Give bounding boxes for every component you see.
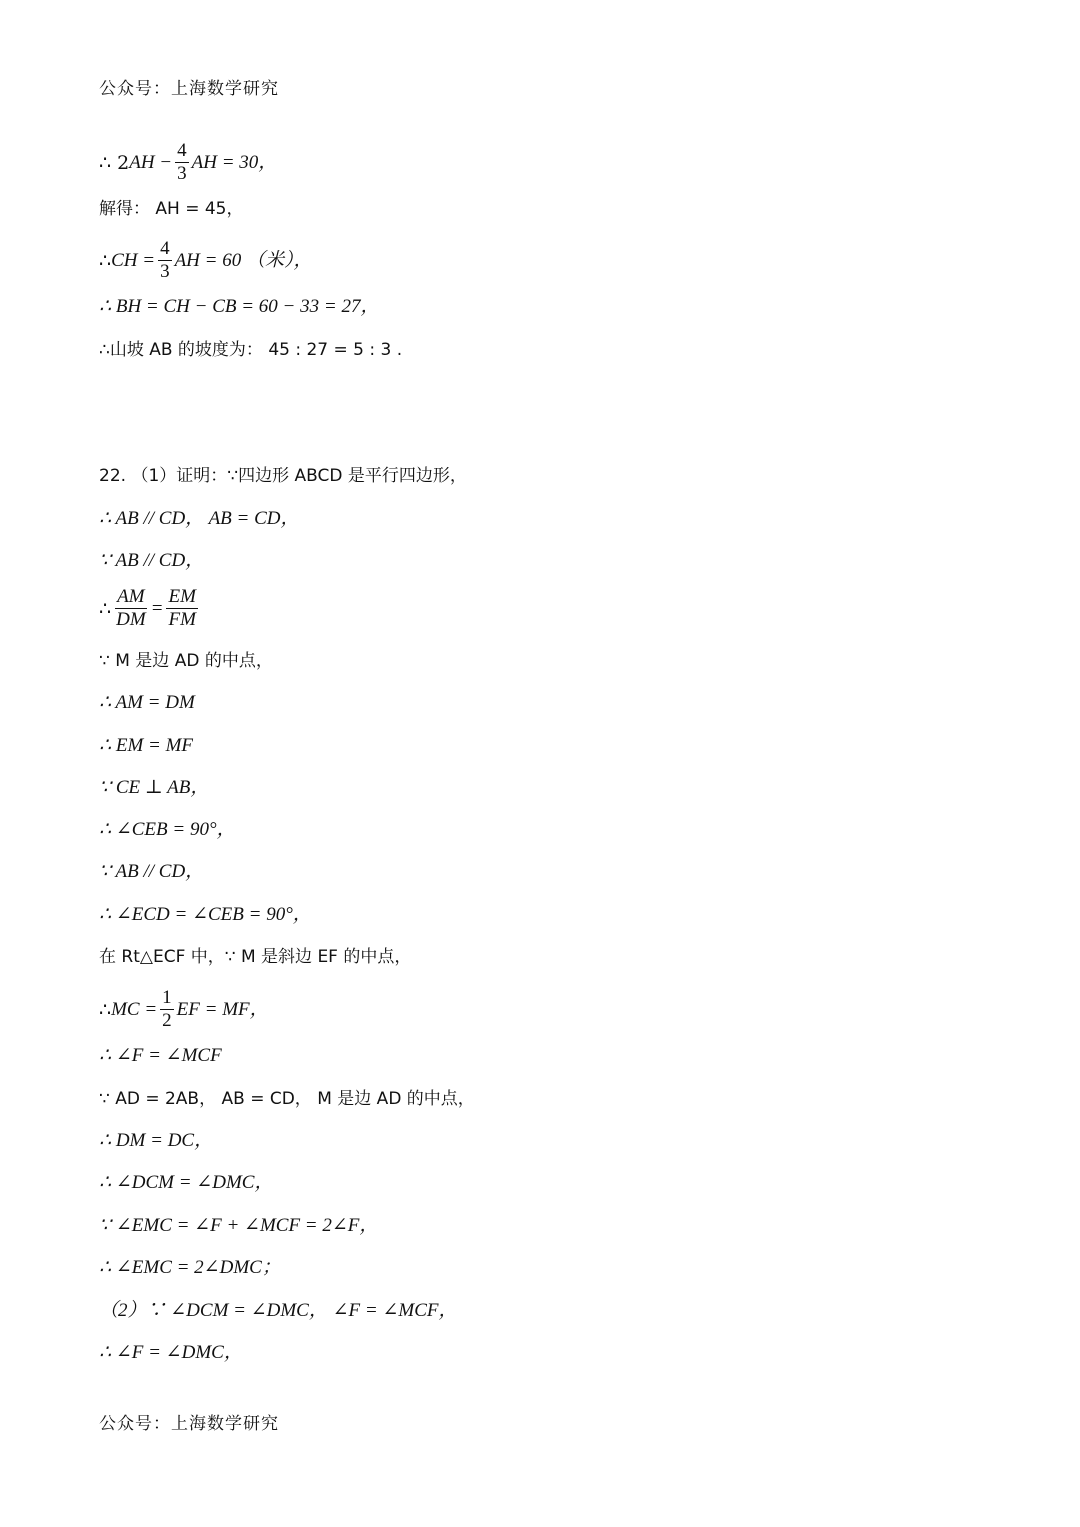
math-expr: AH − <box>129 151 173 173</box>
line-prefix: ∴ 2 <box>99 151 130 174</box>
solution-line: ∴ BH = CH − CB = 60 − 33 = 27， <box>99 296 380 317</box>
solution-line: ∴ ∠EMC = 2∠DMC； <box>99 1257 281 1278</box>
fraction <box>114 586 148 631</box>
solution-line <box>99 987 269 1032</box>
math-expr: MC = <box>111 998 158 1020</box>
fraction-numerator: AM <box>117 586 145 607</box>
fraction-denominator: DM <box>116 609 146 630</box>
math-expr: AH = 60 （米）， <box>174 249 313 271</box>
fraction <box>160 987 174 1032</box>
fraction-denominator: FM <box>168 609 196 630</box>
solution-line: ∴ ∠ECD = ∠CEB = 90°， <box>99 904 312 925</box>
solution-line: ∵ CE ⊥ AB， <box>99 777 210 798</box>
solution-line: ∴ ∠F = ∠DMC， <box>99 1342 243 1363</box>
fraction-denominator: 3 <box>177 163 187 184</box>
solution-line: 在 Rt△ECF 中，∵ M 是斜边 EF 的中点， <box>99 947 412 967</box>
line-prefix: ∴ <box>99 249 112 272</box>
solution-line: ∵ ∠EMC = ∠F + ∠MCF = 2∠F， <box>99 1215 379 1236</box>
solution-line <box>99 238 312 283</box>
solution-line: ∴ DM = DC， <box>99 1130 214 1151</box>
page-footer: 公众号：上海数学研究 <box>99 1414 279 1434</box>
problem-heading: 22. （1）证明：∵四边形 ABCD 是平行四边形， <box>99 466 467 486</box>
solution-line: （2）∵ ∠DCM = ∠DMC， ∠F = ∠MCF， <box>99 1300 458 1321</box>
math-expr: EF = MF， <box>176 998 269 1020</box>
fraction-numerator: 4 <box>160 238 170 259</box>
equals-sign: = <box>150 597 164 619</box>
fraction-numerator: 1 <box>162 987 172 1008</box>
solution-line: ∴ AB // CD， AB = CD， <box>99 508 300 529</box>
solution-line: ∵ AB // CD， <box>99 861 205 882</box>
fraction-numerator: EM <box>168 586 196 607</box>
math-expr: CH = <box>111 249 156 271</box>
math-expr: AH = 30， <box>191 151 278 173</box>
solution-line: ∵ AD = 2AB， AB = CD， M 是边 AD 的中点， <box>99 1089 475 1109</box>
fraction-denominator: 2 <box>162 1010 172 1031</box>
solution-line <box>99 586 201 631</box>
line-prefix: ∴ <box>99 597 112 620</box>
solution-line: ∴ EM = MF <box>99 735 194 756</box>
fraction <box>175 140 189 185</box>
page-header: 公众号：上海数学研究 <box>99 79 279 99</box>
solution-line: ∴山坡 AB 的坡度为： 45 : 27 = 5 : 3 . <box>99 340 403 360</box>
solution-line: ∵ AB // CD， <box>99 550 205 571</box>
solution-line: ∴ AM = DM <box>99 692 195 713</box>
solution-line: ∵ M 是边 AD 的中点， <box>99 651 273 671</box>
fraction <box>166 586 197 631</box>
solution-line: ∴ ∠F = ∠MCF <box>99 1045 222 1066</box>
fraction <box>158 238 172 283</box>
solution-line <box>99 140 277 185</box>
fraction-denominator: 3 <box>160 261 170 282</box>
solution-line: 解得： AH = 45， <box>99 199 244 219</box>
solution-line: ∴ ∠DCM = ∠DMC， <box>99 1172 274 1193</box>
solution-line: ∴ ∠CEB = 90°， <box>99 819 236 840</box>
fraction-numerator: 4 <box>177 140 187 161</box>
line-prefix: ∴ <box>99 998 112 1021</box>
